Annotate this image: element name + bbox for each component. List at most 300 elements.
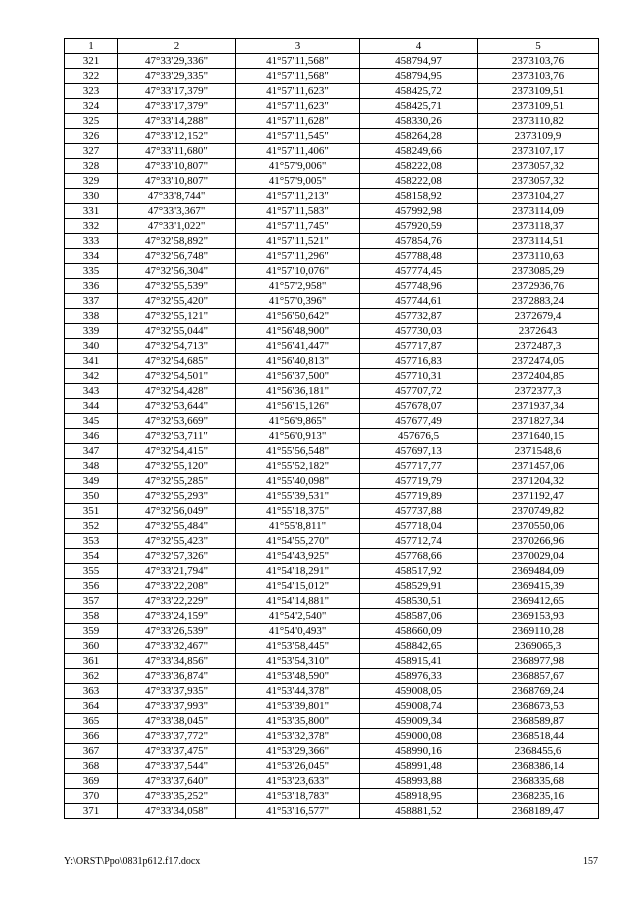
y-coordinate-cell: 2370550,06 <box>478 519 599 534</box>
point-number-cell: 354 <box>65 549 118 564</box>
x-coordinate-cell: 457717,87 <box>360 339 478 354</box>
longitude-cell: 41°53'35,800" <box>236 714 360 729</box>
y-coordinate-cell: 2369412,65 <box>478 594 599 609</box>
latitude-cell: 47°32'53,669" <box>118 414 236 429</box>
x-coordinate-cell: 457744,61 <box>360 294 478 309</box>
latitude-cell: 47°33'35,252" <box>118 789 236 804</box>
longitude-cell: 41°53'54,310" <box>236 654 360 669</box>
x-coordinate-cell: 458794,95 <box>360 69 478 84</box>
latitude-cell: 47°32'55,285" <box>118 474 236 489</box>
x-coordinate-cell: 458158,92 <box>360 189 478 204</box>
point-number-cell: 333 <box>65 234 118 249</box>
latitude-cell: 47°32'56,049" <box>118 504 236 519</box>
x-coordinate-cell: 458881,52 <box>360 804 478 819</box>
y-coordinate-cell: 2373104,27 <box>478 189 599 204</box>
latitude-cell: 47°32'54,501" <box>118 369 236 384</box>
x-coordinate-cell: 457716,83 <box>360 354 478 369</box>
table-row <box>65 324 599 339</box>
table-row <box>65 399 599 414</box>
point-number-cell: 347 <box>65 444 118 459</box>
longitude-cell: 41°57'11,568" <box>236 69 360 84</box>
x-coordinate-cell: 457697,13 <box>360 444 478 459</box>
table-row <box>65 489 599 504</box>
longitude-cell: 41°53'23,633" <box>236 774 360 789</box>
point-number-cell: 364 <box>65 699 118 714</box>
latitude-cell: 47°33'17,379" <box>118 84 236 99</box>
point-number-cell: 369 <box>65 774 118 789</box>
longitude-cell: 41°55'56,548" <box>236 444 360 459</box>
latitude-cell: 47°33'34,058" <box>118 804 236 819</box>
table-row <box>65 669 599 684</box>
y-coordinate-cell: 2371937,34 <box>478 399 599 414</box>
y-coordinate-cell: 2372377,3 <box>478 384 599 399</box>
y-coordinate-cell: 2368189,47 <box>478 804 599 819</box>
x-coordinate-cell: 457768,66 <box>360 549 478 564</box>
point-number-cell: 326 <box>65 129 118 144</box>
y-coordinate-cell: 2371827,34 <box>478 414 599 429</box>
latitude-cell: 47°32'54,685" <box>118 354 236 369</box>
x-coordinate-cell: 457712,74 <box>360 534 478 549</box>
longitude-cell: 41°55'40,098" <box>236 474 360 489</box>
point-number-cell: 359 <box>65 624 118 639</box>
x-coordinate-cell: 457788,48 <box>360 249 478 264</box>
longitude-cell: 41°57'0,396" <box>236 294 360 309</box>
point-number-cell: 362 <box>65 669 118 684</box>
x-coordinate-cell: 457707,72 <box>360 384 478 399</box>
point-number-cell: 371 <box>65 804 118 819</box>
point-number-cell: 363 <box>65 684 118 699</box>
point-number-cell: 366 <box>65 729 118 744</box>
table-row <box>65 159 599 174</box>
column-header-5: 5 <box>478 39 599 54</box>
column-header-2: 2 <box>118 39 236 54</box>
point-number-cell: 332 <box>65 219 118 234</box>
point-number-cell: 331 <box>65 204 118 219</box>
longitude-cell: 41°57'9,006" <box>236 159 360 174</box>
latitude-cell: 47°32'55,539" <box>118 279 236 294</box>
latitude-cell: 47°32'55,420" <box>118 294 236 309</box>
latitude-cell: 47°33'21,794" <box>118 564 236 579</box>
table-row <box>65 54 599 69</box>
longitude-cell: 41°56'36,181" <box>236 384 360 399</box>
longitude-cell: 41°56'0,913" <box>236 429 360 444</box>
longitude-cell: 41°57'11,521" <box>236 234 360 249</box>
table-row <box>65 699 599 714</box>
latitude-cell: 47°32'53,644" <box>118 399 236 414</box>
table-row <box>65 804 599 819</box>
point-number-cell: 330 <box>65 189 118 204</box>
latitude-cell: 47°33'36,874" <box>118 669 236 684</box>
point-number-cell: 348 <box>65 459 118 474</box>
point-number-cell: 344 <box>65 399 118 414</box>
table-row <box>65 504 599 519</box>
point-number-cell: 345 <box>65 414 118 429</box>
latitude-cell: 47°33'10,807" <box>118 159 236 174</box>
longitude-cell: 41°54'18,291" <box>236 564 360 579</box>
y-coordinate-cell: 2373109,9 <box>478 129 599 144</box>
file-path: Y:\ORST\Ppo\0831p612.f17.docx <box>64 856 201 867</box>
y-coordinate-cell: 2372487,3 <box>478 339 599 354</box>
coordinates-table <box>64 38 599 819</box>
table-row <box>65 459 599 474</box>
y-coordinate-cell: 2368857,67 <box>478 669 599 684</box>
y-coordinate-cell: 2372404,85 <box>478 369 599 384</box>
y-coordinate-cell: 2368518,44 <box>478 729 599 744</box>
table-row <box>65 114 599 129</box>
table-row <box>65 714 599 729</box>
y-coordinate-cell: 2373107,17 <box>478 144 599 159</box>
point-number-cell: 323 <box>65 84 118 99</box>
table-row <box>65 339 599 354</box>
y-coordinate-cell: 2371640,15 <box>478 429 599 444</box>
point-number-cell: 340 <box>65 339 118 354</box>
y-coordinate-cell: 2372883,24 <box>478 294 599 309</box>
x-coordinate-cell: 458587,06 <box>360 609 478 624</box>
point-number-cell: 370 <box>65 789 118 804</box>
longitude-cell: 41°54'2,540" <box>236 609 360 624</box>
latitude-cell: 47°32'54,428" <box>118 384 236 399</box>
x-coordinate-cell: 458915,41 <box>360 654 478 669</box>
table-row <box>65 774 599 789</box>
table-row <box>65 354 599 369</box>
x-coordinate-cell: 458842,65 <box>360 639 478 654</box>
x-coordinate-cell: 457678,07 <box>360 399 478 414</box>
x-coordinate-cell: 457717,77 <box>360 459 478 474</box>
point-number-cell: 343 <box>65 384 118 399</box>
x-coordinate-cell: 457730,03 <box>360 324 478 339</box>
point-number-cell: 367 <box>65 744 118 759</box>
x-coordinate-cell: 457737,88 <box>360 504 478 519</box>
table-row <box>65 144 599 159</box>
longitude-cell: 41°57'11,406" <box>236 144 360 159</box>
table-row <box>65 204 599 219</box>
column-header-3: 3 <box>236 39 360 54</box>
longitude-cell: 41°57'11,583" <box>236 204 360 219</box>
x-coordinate-cell: 459009,34 <box>360 714 478 729</box>
point-number-cell: 351 <box>65 504 118 519</box>
latitude-cell: 47°33'22,229" <box>118 594 236 609</box>
point-number-cell: 324 <box>65 99 118 114</box>
longitude-cell: 41°55'8,811" <box>236 519 360 534</box>
point-number-cell: 350 <box>65 489 118 504</box>
page-number: 157 <box>583 856 598 867</box>
point-number-cell: 334 <box>65 249 118 264</box>
table-row <box>65 684 599 699</box>
table-row <box>65 294 599 309</box>
latitude-cell: 47°33'12,152" <box>118 129 236 144</box>
latitude-cell: 47°33'38,045" <box>118 714 236 729</box>
table-row <box>65 639 599 654</box>
table-row <box>65 609 599 624</box>
y-coordinate-cell: 2368455,6 <box>478 744 599 759</box>
latitude-cell: 47°32'55,293" <box>118 489 236 504</box>
table-row <box>65 579 599 594</box>
longitude-cell: 41°56'40,813" <box>236 354 360 369</box>
y-coordinate-cell: 2368977,98 <box>478 654 599 669</box>
table-row <box>65 534 599 549</box>
y-coordinate-cell: 2368386,14 <box>478 759 599 774</box>
y-coordinate-cell: 2368589,87 <box>478 714 599 729</box>
table-row <box>65 519 599 534</box>
point-number-cell: 342 <box>65 369 118 384</box>
table-row <box>65 429 599 444</box>
y-coordinate-cell: 2373114,09 <box>478 204 599 219</box>
table-row <box>65 744 599 759</box>
y-coordinate-cell: 2373057,32 <box>478 159 599 174</box>
table-row <box>65 384 599 399</box>
point-number-cell: 355 <box>65 564 118 579</box>
y-coordinate-cell: 2373103,76 <box>478 69 599 84</box>
latitude-cell: 47°33'11,680" <box>118 144 236 159</box>
table-row <box>65 189 599 204</box>
latitude-cell: 47°33'29,336" <box>118 54 236 69</box>
longitude-cell: 41°57'11,623" <box>236 99 360 114</box>
x-coordinate-cell: 458991,48 <box>360 759 478 774</box>
x-coordinate-cell: 457992,98 <box>360 204 478 219</box>
x-coordinate-cell: 458330,26 <box>360 114 478 129</box>
longitude-cell: 41°56'50,642" <box>236 309 360 324</box>
longitude-cell: 41°54'14,881" <box>236 594 360 609</box>
latitude-cell: 47°33'22,208" <box>118 579 236 594</box>
longitude-cell: 41°54'15,012" <box>236 579 360 594</box>
y-coordinate-cell: 2371548,6 <box>478 444 599 459</box>
longitude-cell: 41°57'2,958" <box>236 279 360 294</box>
table-row <box>65 264 599 279</box>
table-row <box>65 474 599 489</box>
latitude-cell: 47°32'55,044" <box>118 324 236 339</box>
point-number-cell: 327 <box>65 144 118 159</box>
table-row <box>65 444 599 459</box>
latitude-cell: 47°32'53,711" <box>118 429 236 444</box>
x-coordinate-cell: 459008,05 <box>360 684 478 699</box>
longitude-cell: 41°56'9,865" <box>236 414 360 429</box>
y-coordinate-cell: 2369484,09 <box>478 564 599 579</box>
longitude-cell: 41°55'52,182" <box>236 459 360 474</box>
x-coordinate-cell: 458660,09 <box>360 624 478 639</box>
y-coordinate-cell: 2368235,16 <box>478 789 599 804</box>
longitude-cell: 41°55'18,375" <box>236 504 360 519</box>
y-coordinate-cell: 2370029,04 <box>478 549 599 564</box>
table-row <box>65 99 599 114</box>
latitude-cell: 47°33'29,335" <box>118 69 236 84</box>
longitude-cell: 41°53'39,801" <box>236 699 360 714</box>
x-coordinate-cell: 458222,08 <box>360 159 478 174</box>
longitude-cell: 41°56'15,126" <box>236 399 360 414</box>
table-row <box>65 84 599 99</box>
table-row <box>65 789 599 804</box>
y-coordinate-cell: 2373110,63 <box>478 249 599 264</box>
y-coordinate-cell: 2370266,96 <box>478 534 599 549</box>
longitude-cell: 41°56'48,900" <box>236 324 360 339</box>
x-coordinate-cell: 458993,88 <box>360 774 478 789</box>
point-number-cell: 352 <box>65 519 118 534</box>
latitude-cell: 47°32'57,326" <box>118 549 236 564</box>
x-coordinate-cell: 458222,08 <box>360 174 478 189</box>
longitude-cell: 41°57'11,213" <box>236 189 360 204</box>
x-coordinate-cell: 458425,71 <box>360 99 478 114</box>
latitude-cell: 47°32'55,484" <box>118 519 236 534</box>
page-footer <box>64 855 598 869</box>
x-coordinate-cell: 458794,97 <box>360 54 478 69</box>
table-row <box>65 309 599 324</box>
latitude-cell: 47°32'58,892" <box>118 234 236 249</box>
y-coordinate-cell: 2373109,51 <box>478 84 599 99</box>
longitude-cell: 41°53'48,590" <box>236 669 360 684</box>
point-number-cell: 346 <box>65 429 118 444</box>
y-coordinate-cell: 2370749,82 <box>478 504 599 519</box>
point-number-cell: 339 <box>65 324 118 339</box>
table-row <box>65 249 599 264</box>
table-row <box>65 279 599 294</box>
x-coordinate-cell: 457920,59 <box>360 219 478 234</box>
latitude-cell: 47°33'32,467" <box>118 639 236 654</box>
longitude-cell: 41°54'55,270" <box>236 534 360 549</box>
point-number-cell: 338 <box>65 309 118 324</box>
point-number-cell: 341 <box>65 354 118 369</box>
x-coordinate-cell: 458517,92 <box>360 564 478 579</box>
y-coordinate-cell: 2369153,93 <box>478 609 599 624</box>
y-coordinate-cell: 2373114,51 <box>478 234 599 249</box>
latitude-cell: 47°32'54,415" <box>118 444 236 459</box>
longitude-cell: 41°57'11,623" <box>236 84 360 99</box>
longitude-cell: 41°56'41,447" <box>236 339 360 354</box>
latitude-cell: 47°32'56,304" <box>118 264 236 279</box>
x-coordinate-cell: 457774,45 <box>360 264 478 279</box>
x-coordinate-cell: 459000,08 <box>360 729 478 744</box>
x-coordinate-cell: 458990,16 <box>360 744 478 759</box>
column-header-1: 1 <box>65 39 118 54</box>
latitude-cell: 47°33'1,022" <box>118 219 236 234</box>
point-number-cell: 322 <box>65 69 118 84</box>
y-coordinate-cell: 2373110,82 <box>478 114 599 129</box>
longitude-cell: 41°57'11,745" <box>236 219 360 234</box>
x-coordinate-cell: 458529,91 <box>360 579 478 594</box>
point-number-cell: 360 <box>65 639 118 654</box>
y-coordinate-cell: 2372936,76 <box>478 279 599 294</box>
longitude-cell: 41°57'9,005" <box>236 174 360 189</box>
latitude-cell: 47°32'56,748" <box>118 249 236 264</box>
point-number-cell: 337 <box>65 294 118 309</box>
y-coordinate-cell: 2369415,39 <box>478 579 599 594</box>
table-row <box>65 549 599 564</box>
latitude-cell: 47°32'55,121" <box>118 309 236 324</box>
table-row <box>65 759 599 774</box>
point-number-cell: 321 <box>65 54 118 69</box>
y-coordinate-cell: 2368335,68 <box>478 774 599 789</box>
x-coordinate-cell: 457748,96 <box>360 279 478 294</box>
point-number-cell: 361 <box>65 654 118 669</box>
longitude-cell: 41°57'11,296" <box>236 249 360 264</box>
x-coordinate-cell: 459008,74 <box>360 699 478 714</box>
latitude-cell: 47°33'37,935" <box>118 684 236 699</box>
latitude-cell: 47°32'55,423" <box>118 534 236 549</box>
y-coordinate-cell: 2371457,06 <box>478 459 599 474</box>
x-coordinate-cell: 458976,33 <box>360 669 478 684</box>
latitude-cell: 47°33'10,807" <box>118 174 236 189</box>
table-header <box>65 39 599 54</box>
point-number-cell: 329 <box>65 174 118 189</box>
y-coordinate-cell: 2373057,32 <box>478 174 599 189</box>
x-coordinate-cell: 458918,95 <box>360 789 478 804</box>
y-coordinate-cell: 2371192,47 <box>478 489 599 504</box>
table-row <box>65 69 599 84</box>
longitude-cell: 41°57'11,628" <box>236 114 360 129</box>
x-coordinate-cell: 458264,28 <box>360 129 478 144</box>
latitude-cell: 47°33'24,159" <box>118 609 236 624</box>
longitude-cell: 41°54'43,925" <box>236 549 360 564</box>
latitude-cell: 47°33'8,744" <box>118 189 236 204</box>
table-row <box>65 729 599 744</box>
point-number-cell: 349 <box>65 474 118 489</box>
latitude-cell: 47°33'14,288" <box>118 114 236 129</box>
latitude-cell: 47°33'3,367" <box>118 204 236 219</box>
point-number-cell: 358 <box>65 609 118 624</box>
longitude-cell: 41°56'37,500" <box>236 369 360 384</box>
x-coordinate-cell: 458530,51 <box>360 594 478 609</box>
table-body <box>65 54 599 819</box>
y-coordinate-cell: 2368673,53 <box>478 699 599 714</box>
x-coordinate-cell: 457854,76 <box>360 234 478 249</box>
table-row <box>65 654 599 669</box>
y-coordinate-cell: 2371204,32 <box>478 474 599 489</box>
y-coordinate-cell: 2369065,3 <box>478 639 599 654</box>
y-coordinate-cell: 2372643 <box>478 324 599 339</box>
table-row <box>65 564 599 579</box>
point-number-cell: 328 <box>65 159 118 174</box>
latitude-cell: 47°33'37,993" <box>118 699 236 714</box>
x-coordinate-cell: 457719,79 <box>360 474 478 489</box>
latitude-cell: 47°33'17,379" <box>118 99 236 114</box>
x-coordinate-cell: 457710,31 <box>360 369 478 384</box>
table-row <box>65 219 599 234</box>
latitude-cell: 47°33'37,475" <box>118 744 236 759</box>
y-coordinate-cell: 2373118,37 <box>478 219 599 234</box>
y-coordinate-cell: 2368769,24 <box>478 684 599 699</box>
longitude-cell: 41°54'0,493" <box>236 624 360 639</box>
point-number-cell: 353 <box>65 534 118 549</box>
table-row <box>65 594 599 609</box>
latitude-cell: 47°33'37,640" <box>118 774 236 789</box>
y-coordinate-cell: 2372679,4 <box>478 309 599 324</box>
point-number-cell: 335 <box>65 264 118 279</box>
point-number-cell: 368 <box>65 759 118 774</box>
table-row <box>65 369 599 384</box>
y-coordinate-cell: 2373085,29 <box>478 264 599 279</box>
point-number-cell: 356 <box>65 579 118 594</box>
latitude-cell: 47°33'37,772" <box>118 729 236 744</box>
latitude-cell: 47°32'55,120" <box>118 459 236 474</box>
point-number-cell: 357 <box>65 594 118 609</box>
longitude-cell: 41°53'16,577" <box>236 804 360 819</box>
point-number-cell: 336 <box>65 279 118 294</box>
longitude-cell: 41°53'32,378" <box>236 729 360 744</box>
longitude-cell: 41°53'18,783" <box>236 789 360 804</box>
table-row <box>65 234 599 249</box>
longitude-cell: 41°57'11,545" <box>236 129 360 144</box>
x-coordinate-cell: 457732,87 <box>360 309 478 324</box>
longitude-cell: 41°55'39,531" <box>236 489 360 504</box>
x-coordinate-cell: 457677,49 <box>360 414 478 429</box>
column-header-4: 4 <box>360 39 478 54</box>
longitude-cell: 41°57'10,076" <box>236 264 360 279</box>
x-coordinate-cell: 457718,04 <box>360 519 478 534</box>
latitude-cell: 47°32'54,713" <box>118 339 236 354</box>
table-row <box>65 129 599 144</box>
x-coordinate-cell: 458425,72 <box>360 84 478 99</box>
longitude-cell: 41°53'26,045" <box>236 759 360 774</box>
longitude-cell: 41°57'11,568" <box>236 54 360 69</box>
latitude-cell: 47°33'26,539" <box>118 624 236 639</box>
